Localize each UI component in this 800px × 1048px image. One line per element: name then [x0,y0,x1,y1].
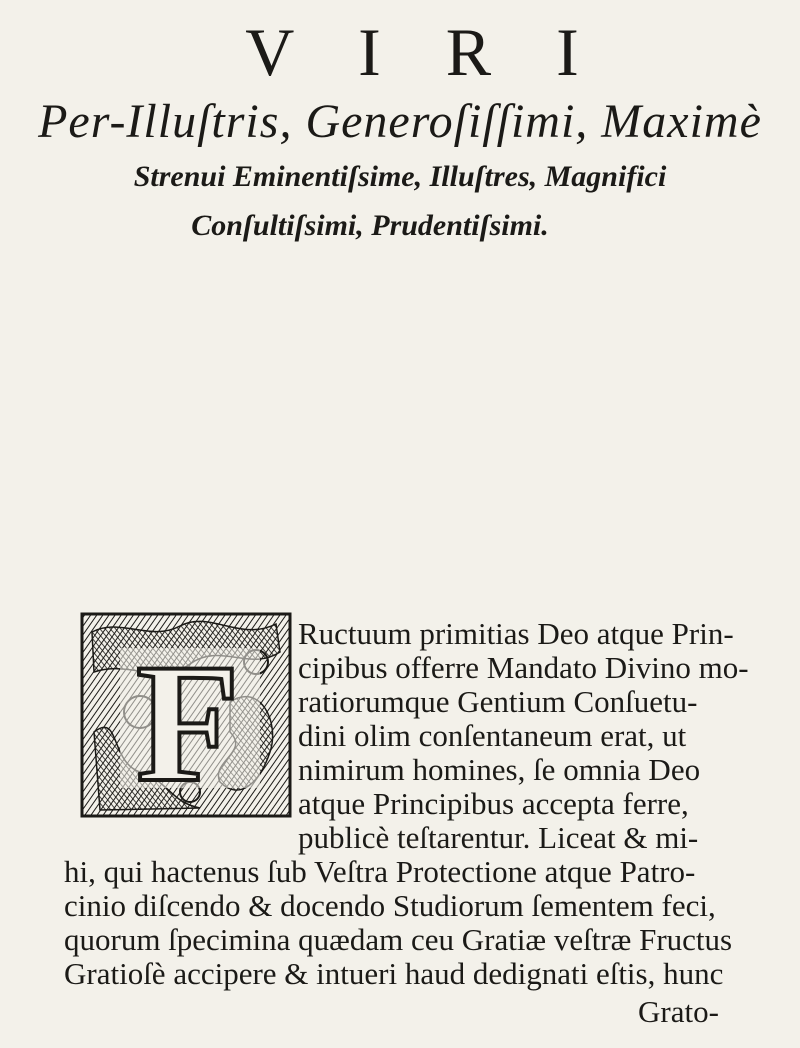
initial-letter: F [136,629,240,817]
decorated-initial-ornament [80,612,292,818]
paragraph-line: hi, qui hactenus ſub Veſtra Protectione atque Patro- [64,854,696,889]
paragraph-line: Ructuum primitias Deo atque Prin- [298,616,734,651]
decorated-initial [80,612,292,818]
salutation-line-1: Per-Illuſtris, Generoſiſſimi, Maximè [38,95,762,148]
paragraph-line: cinio diſcendo & docendo Studiorum ſementem feci, [64,888,716,923]
paragraph-line: nimirum homines, ſe omnia Deo [298,752,701,787]
paragraph-line: cipibus offerre Mandato Divino mo- [298,650,749,685]
salutation-line-3: Conſultiſsimi, Prudentiſsimi. [191,209,549,242]
catchword: Grato- [638,994,719,1029]
paragraph-line: dini olim conſentaneum erat, ut [298,718,687,753]
paragraph-line: quorum ſpecimina quædam ceu Gratiæ veſtræ Fructus [64,922,733,957]
salutation-line-2: Strenui Eminentiſsime, Illuſtres, Magnifici [133,160,667,193]
paragraph-line: Gratioſè accipere & intueri haud dedignati eſtis, hunc [64,956,724,991]
paragraph-line: ratiorumque Gentium Conſuetu- [298,684,698,719]
page-title: V I R I [245,14,603,90]
paragraph-line: atque Principibus accepta ferre, [298,786,689,821]
paragraph-line: publicè teſtarentur. Liceat & mi- [298,820,699,855]
